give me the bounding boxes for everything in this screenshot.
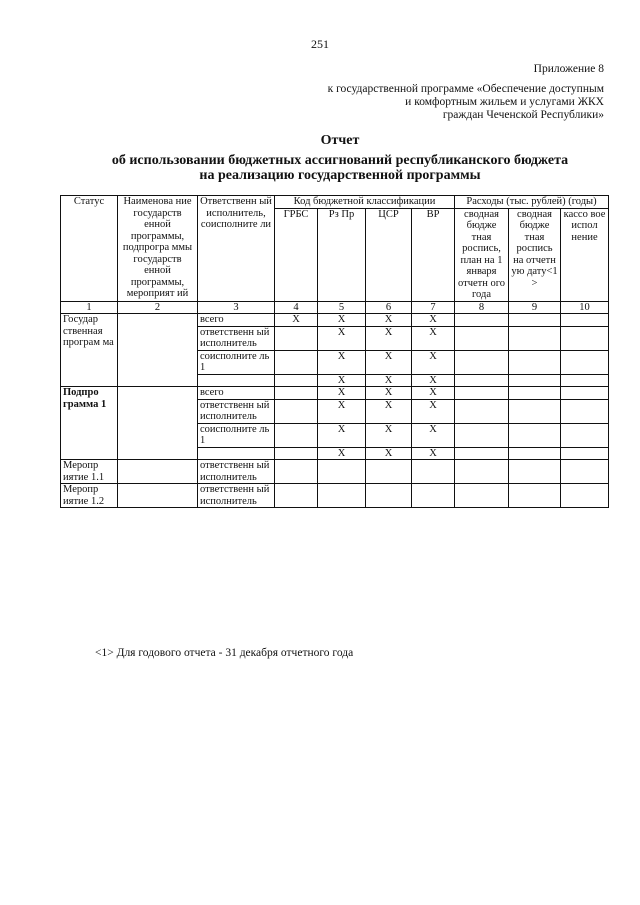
mark-cell: X xyxy=(318,399,366,423)
column-number-row xyxy=(61,301,609,314)
value-cell xyxy=(509,460,561,484)
name-cell xyxy=(118,314,198,387)
value-cell xyxy=(561,460,609,484)
value-cell xyxy=(561,447,609,460)
report-title: Отчет xyxy=(320,133,360,148)
mark-cell: X xyxy=(318,423,366,447)
value-cell xyxy=(455,447,509,460)
mark-cell: X xyxy=(366,326,412,350)
program-reference-line: граждан Чеченской Республики» xyxy=(442,109,604,121)
value-cell xyxy=(561,399,609,423)
mark-cell: X xyxy=(366,447,412,460)
value-cell xyxy=(561,374,609,387)
header-plan: сводная бюдже тная роспись, план на 1 января отчетн ого года xyxy=(455,208,509,301)
mark-cell: X xyxy=(412,326,455,350)
value-cell xyxy=(455,484,509,508)
status-state-program: Государ ственная програм ма xyxy=(61,314,118,387)
responsible-total: всего xyxy=(198,314,275,327)
header-vr: ВР xyxy=(412,208,455,301)
table-row xyxy=(61,460,609,484)
column-number: 2 xyxy=(118,301,198,314)
empty-cell xyxy=(198,447,275,460)
mark-cell: X xyxy=(412,374,455,387)
report-table xyxy=(60,195,609,508)
empty-cell xyxy=(275,374,318,387)
column-number: 1 xyxy=(61,301,118,314)
mark-cell: X xyxy=(318,314,366,327)
empty-cell xyxy=(275,387,318,400)
mark-cell: X xyxy=(412,399,455,423)
empty-cell xyxy=(366,484,412,508)
value-cell xyxy=(509,399,561,423)
empty-cell xyxy=(412,460,455,484)
header-csr: ЦСР xyxy=(366,208,412,301)
mark-cell: X xyxy=(318,374,366,387)
header-rzpr: Рз Пр xyxy=(318,208,366,301)
footnote: <1> Для годового отчета - 31 декабря отчетного года xyxy=(95,647,354,659)
header-budget-code: Код бюджетной классификации xyxy=(275,196,455,209)
mark-cell: X xyxy=(412,423,455,447)
responsible-exec: ответственн ый исполнитель xyxy=(198,460,275,484)
table-row xyxy=(61,387,609,400)
empty-cell xyxy=(275,326,318,350)
column-number: 8 xyxy=(455,301,509,314)
mark-cell: X xyxy=(318,447,366,460)
report-subtitle-line: об использовании бюджетных ассигнований республиканского бюджета xyxy=(111,153,569,168)
header-grbs: ГРБС xyxy=(275,208,318,301)
column-number: 7 xyxy=(412,301,455,314)
empty-cell xyxy=(275,423,318,447)
value-cell xyxy=(455,387,509,400)
value-cell xyxy=(561,423,609,447)
value-cell xyxy=(509,484,561,508)
value-cell xyxy=(455,460,509,484)
column-number: 4 xyxy=(275,301,318,314)
column-number: 10 xyxy=(561,301,609,314)
responsible-exec: ответственн ый исполнитель xyxy=(198,326,275,350)
mark-cell: X xyxy=(318,326,366,350)
page-number: 251 xyxy=(311,37,329,51)
value-cell xyxy=(509,314,561,327)
mark-cell: X xyxy=(318,387,366,400)
column-number: 5 xyxy=(318,301,366,314)
empty-cell xyxy=(275,447,318,460)
value-cell xyxy=(455,423,509,447)
value-cell xyxy=(455,314,509,327)
mark-cell: X xyxy=(366,423,412,447)
name-cell xyxy=(118,460,198,484)
mark-cell: X xyxy=(275,314,318,327)
co-exec: соисполните ль 1 xyxy=(198,350,275,374)
program-reference-line: к государственной программе «Обеспечение доступным xyxy=(327,83,604,95)
header-expenses: Расходы (тыс. рублей) (годы) xyxy=(455,196,609,209)
value-cell xyxy=(561,484,609,508)
value-cell xyxy=(561,387,609,400)
empty-cell xyxy=(275,460,318,484)
empty-cell xyxy=(275,399,318,423)
header-report-date: сводная бюдже тная роспись на отчетн ую дату<1 > xyxy=(509,208,561,301)
report-subtitle-line: на реализацию государственной программы xyxy=(199,168,481,183)
empty-cell xyxy=(198,374,275,387)
value-cell xyxy=(455,326,509,350)
value-cell xyxy=(561,314,609,327)
status-measure-1-2: Меропр иятие 1.2 xyxy=(61,484,118,508)
empty-cell xyxy=(275,350,318,374)
mark-cell: X xyxy=(412,350,455,374)
mark-cell: X xyxy=(366,350,412,374)
name-cell xyxy=(118,484,198,508)
report-subtitle xyxy=(0,153,640,183)
status-subprogram: Подпро грамма 1 xyxy=(61,387,118,460)
header-cash: кассо вое испол нение xyxy=(561,208,609,301)
mark-cell: X xyxy=(366,387,412,400)
value-cell xyxy=(509,447,561,460)
value-cell xyxy=(455,350,509,374)
name-cell xyxy=(118,387,198,460)
co-exec: соисполните ль 1 xyxy=(198,423,275,447)
responsible-exec: ответственн ый исполнитель xyxy=(198,399,275,423)
value-cell xyxy=(509,423,561,447)
column-number: 9 xyxy=(509,301,561,314)
header-row xyxy=(61,196,609,209)
column-number: 3 xyxy=(198,301,275,314)
empty-cell xyxy=(318,460,366,484)
empty-cell xyxy=(366,460,412,484)
value-cell xyxy=(509,326,561,350)
value-cell xyxy=(509,387,561,400)
header-status: Статус xyxy=(61,196,118,302)
value-cell xyxy=(509,350,561,374)
empty-cell xyxy=(275,484,318,508)
program-reference-line: и комфортным жильем и услугами ЖКХ xyxy=(405,96,604,108)
column-number: 6 xyxy=(366,301,412,314)
table-row xyxy=(61,314,609,327)
value-cell xyxy=(561,350,609,374)
value-cell xyxy=(561,326,609,350)
value-cell xyxy=(455,399,509,423)
mark-cell: X xyxy=(366,374,412,387)
mark-cell: X xyxy=(366,314,412,327)
header-name: Наименова ние государств енной программы, подпрогра ммы государств енной программы, мероприят ий xyxy=(118,196,198,302)
program-reference xyxy=(328,83,604,122)
header-responsible: Ответственн ый исполнитель, соисполните ли xyxy=(198,196,275,302)
mark-cell: X xyxy=(412,314,455,327)
annex-label: Приложение 8 xyxy=(533,63,604,75)
responsible-total: всего xyxy=(198,387,275,400)
status-measure-1-1: Меропр иятие 1.1 xyxy=(61,460,118,484)
empty-cell xyxy=(318,484,366,508)
table-row xyxy=(61,484,609,508)
mark-cell: X xyxy=(412,387,455,400)
mark-cell: X xyxy=(366,399,412,423)
mark-cell: X xyxy=(412,447,455,460)
mark-cell: X xyxy=(318,350,366,374)
responsible-exec: ответственн ый исполнитель xyxy=(198,484,275,508)
value-cell xyxy=(509,374,561,387)
empty-cell xyxy=(412,484,455,508)
value-cell xyxy=(455,374,509,387)
